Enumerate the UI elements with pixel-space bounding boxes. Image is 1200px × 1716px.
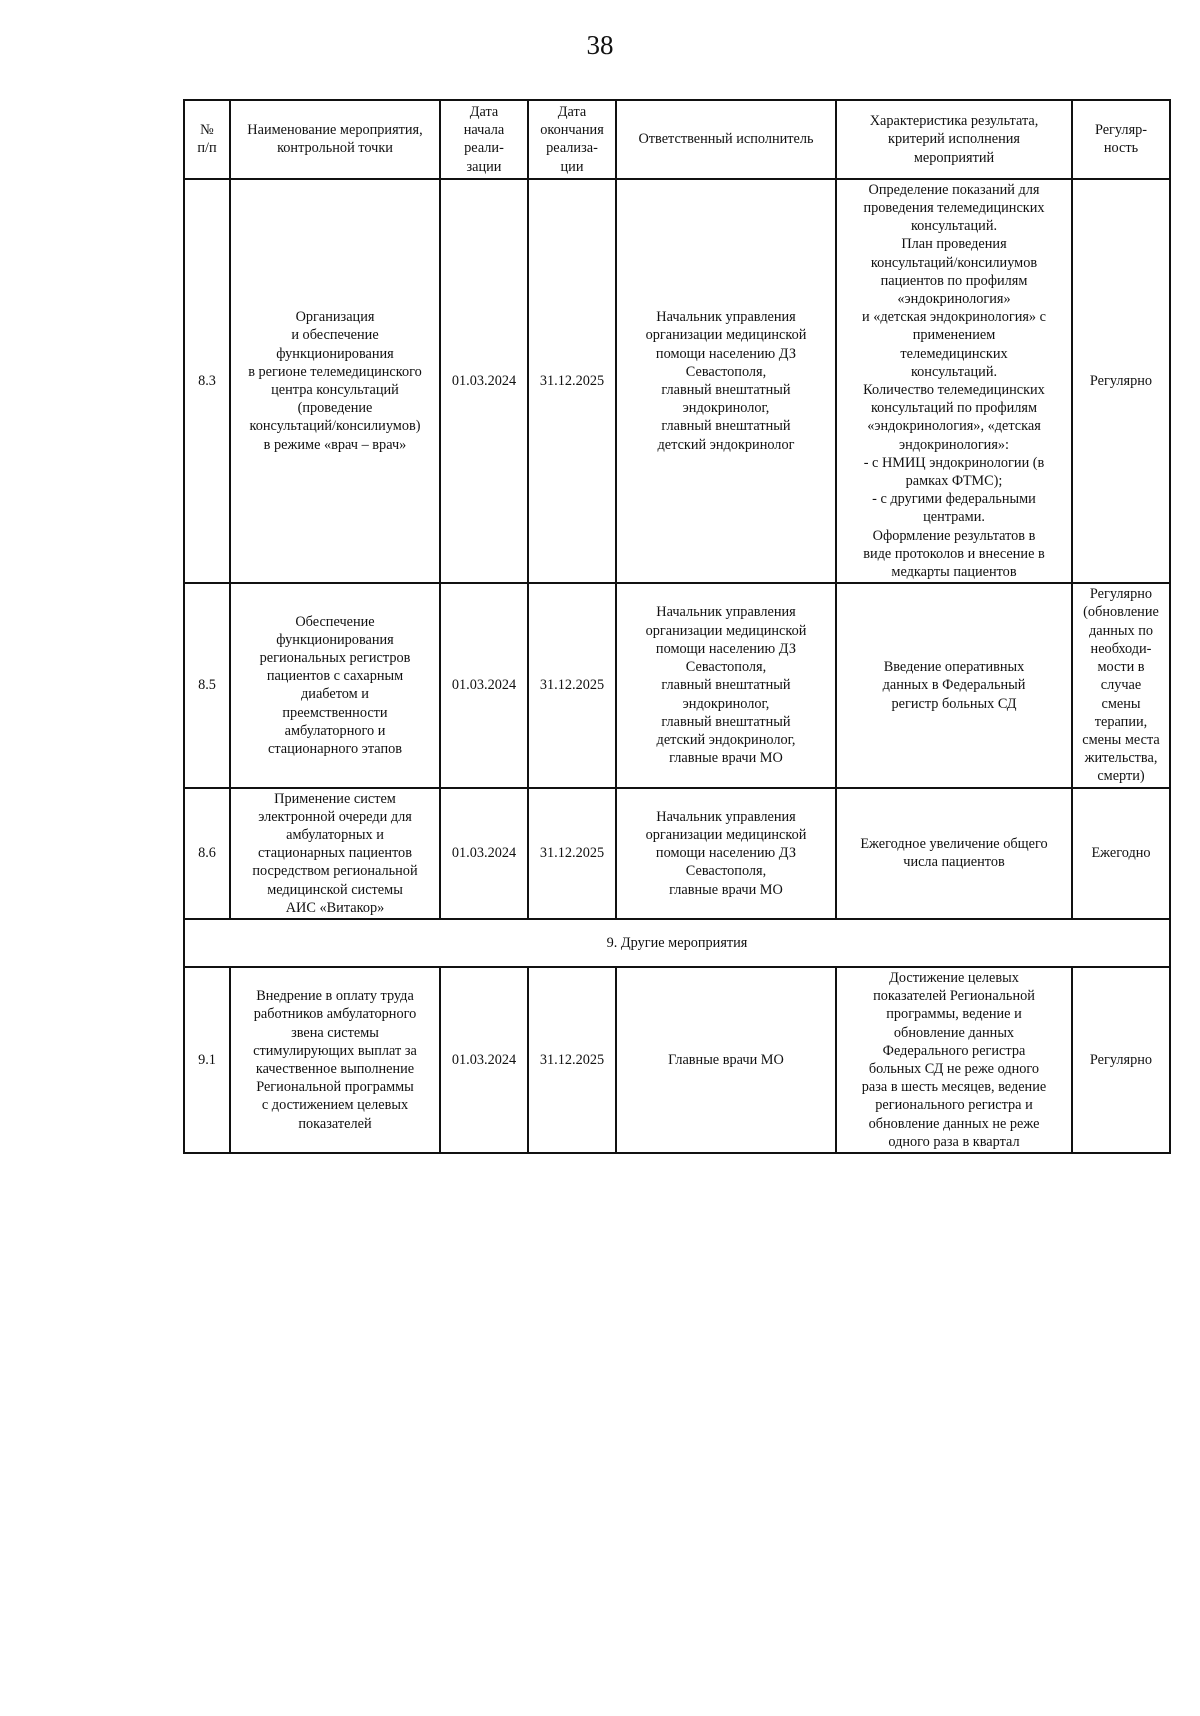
row-responsible: Главные врачи МО — [616, 967, 836, 1153]
row-result: Ежегодное увеличение общего числа пациентов — [836, 788, 1072, 919]
row-number: 9.1 — [184, 967, 230, 1153]
row-start-date: 01.03.2024 — [440, 583, 528, 787]
header-responsible: Ответственный исполнитель — [616, 100, 836, 179]
header-result: Характеристика результата, критерий исполнения мероприятий — [836, 100, 1072, 179]
row-result: Определение показаний для проведения телемедицинских консультаций. План проведения консультаций/консилиумов пациентов по профилям «эндокринология» и «детская эндокринология» с применением телемедицинских консультаций. Количество телемедицинских консультаций по профилям «эндокринология», «детская эндокринология»: - с НМИЦ эндокринологии (в рамках ФТМС); - с другими федеральными центрами. Оформление результатов в виде протоколов и внесение в медкарты пациентов — [836, 179, 1072, 583]
table-header-row — [184, 100, 1170, 179]
table-row — [184, 583, 1170, 787]
row-regularity: Регулярно — [1072, 967, 1170, 1153]
table-row — [184, 967, 1170, 1153]
row-end-date: 31.12.2025 — [528, 583, 616, 787]
section-row — [184, 919, 1170, 967]
header-start-date: Дата начала реали- зации — [440, 100, 528, 179]
row-start-date: 01.03.2024 — [440, 788, 528, 919]
header-regularity: Регуляр- ность — [1072, 100, 1170, 179]
table-row — [184, 179, 1170, 583]
row-start-date: 01.03.2024 — [440, 179, 528, 583]
row-start-date: 01.03.2024 — [440, 967, 528, 1153]
row-regularity: Регулярно — [1072, 179, 1170, 583]
row-number: 8.3 — [184, 179, 230, 583]
row-end-date: 31.12.2025 — [528, 179, 616, 583]
row-name: Внедрение в оплату труда работников амбулаторного звена системы стимулирующих выплат за качественное выполнение Региональной программы с достижением целевых показателей — [230, 967, 440, 1153]
row-responsible: Начальник управления организации медицинской помощи населению ДЗ Севастополя, главный внештатный эндокринолог, главный внештатный детский эндокринолог — [616, 179, 836, 583]
row-name: Организация и обеспечение функционирования в регионе телемедицинского центра консультаций (проведение консультаций/консилиумов) в режиме «врач – врач» — [230, 179, 440, 583]
activities-table — [183, 99, 1171, 1154]
row-number: 8.6 — [184, 788, 230, 919]
row-responsible: Начальник управления организации медицинской помощи населению ДЗ Севастополя, главный внештатный эндокринолог, главный внештатный детский эндокринолог, главные врачи МО — [616, 583, 836, 787]
row-regularity: Регулярно (обновление данных по необходи- мости в случае смены терапии, смены места жительства, смерти) — [1072, 583, 1170, 787]
row-result: Введение оперативных данных в Федеральный регистр больных СД — [836, 583, 1072, 787]
row-name: Обеспечение функционирования региональных регистров пациентов с сахарным диабетом и преемственности амбулаторного и стационарного этапов — [230, 583, 440, 787]
table-row — [184, 788, 1170, 919]
row-responsible: Начальник управления организации медицинской помощи населению ДЗ Севастополя, главные врачи МО — [616, 788, 836, 919]
header-name: Наименование мероприятия, контрольной точки — [230, 100, 440, 179]
header-end-date: Дата окончания реализа- ции — [528, 100, 616, 179]
row-end-date: 31.12.2025 — [528, 788, 616, 919]
row-result: Достижение целевых показателей Региональной программы, ведение и обновление данных Федерального регистра больных СД не реже одного раза в шесть месяцев, ведение регионального регистра и обновление данных не реже одного раза в квартал — [836, 967, 1072, 1153]
row-regularity: Ежегодно — [1072, 788, 1170, 919]
page-number: 38 — [586, 30, 614, 60]
row-name: Применение систем электронной очереди для амбулаторных и стационарных пациентов посредством региональной медицинской системы АИС «Витакор» — [230, 788, 440, 919]
row-number: 8.5 — [184, 583, 230, 787]
row-end-date: 31.12.2025 — [528, 967, 616, 1153]
header-number: № п/п — [184, 100, 230, 179]
section-title: 9. Другие мероприятия — [184, 919, 1170, 967]
